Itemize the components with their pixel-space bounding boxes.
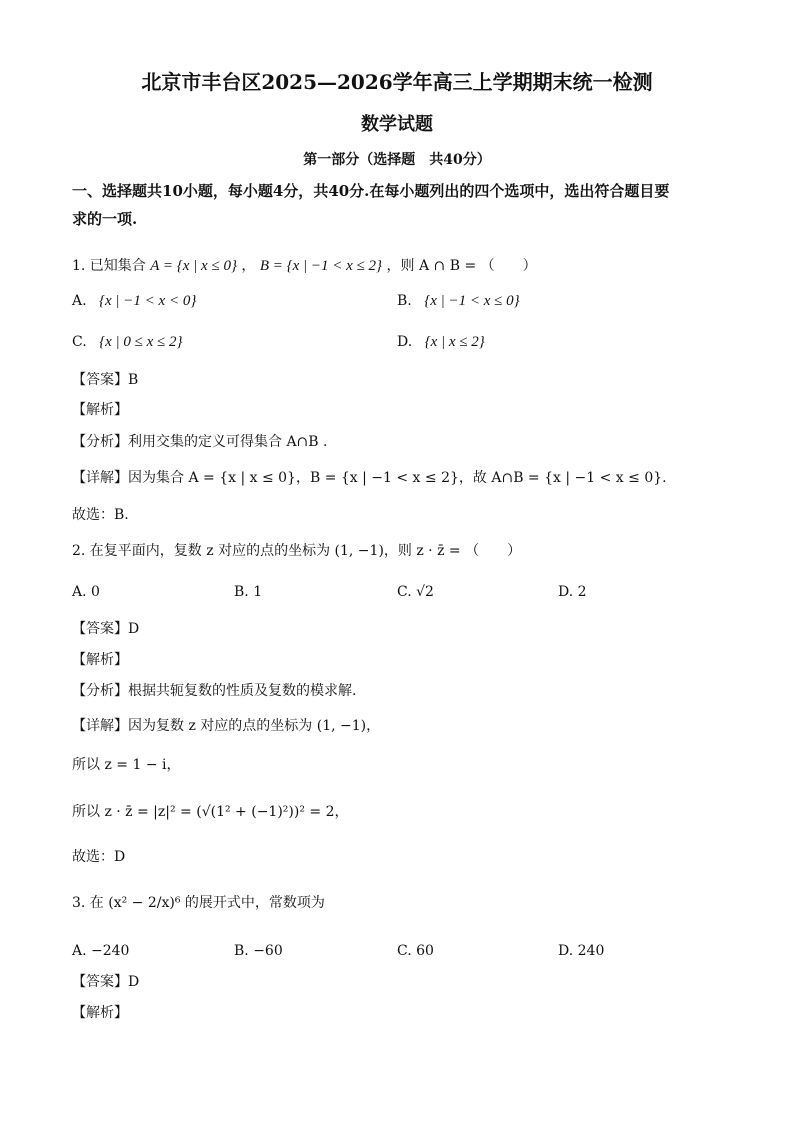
q1-stem-end: ，则 A ∩ B = （ ） [386, 258, 537, 274]
q2-analysis-heading: 【解析】 [72, 652, 128, 668]
q2-step-1: 所以 z = 1 − i， [72, 757, 181, 773]
q1-analysis-summary: 【分析】利用交集的定义可得集合 A∩B . [72, 434, 328, 450]
q2-option-b: B. 1 [234, 584, 263, 600]
q3-analysis-heading: 【解析】 [72, 1005, 128, 1021]
q1-answer: 【答案】B [72, 372, 139, 388]
q3-answer: 【答案】D [72, 974, 140, 990]
q1-option-d-label: D. [397, 334, 413, 350]
q2-choice: 故选：D [72, 849, 126, 865]
q2-detailed-solution: 【详解】因为复数 z 对应的点的坐标为 (1, −1)， [72, 718, 381, 734]
section-instruction-line2: 求的一项. [72, 210, 138, 228]
q2-option-d: D. 2 [558, 584, 587, 600]
q1-stem: 1. 已知集合 A = {x | x ≤ 0} ， B = {x | −1 < x ≤ 2} ，则 A ∩ B = （ ） [72, 258, 537, 274]
q2-option-a: A. 0 [72, 584, 100, 600]
q1-choice: 故选：B. [72, 507, 129, 523]
q3-option-d: D. 240 [558, 943, 605, 959]
q1-analysis-heading: 【解析】 [72, 402, 128, 418]
q1-detailed-solution: 【详解】因为集合 A = {x | x ≤ 0}，B = {x | −1 < x ≤ 2}，故 A∩B = {x | −1 < x ≤ 0}. [72, 470, 667, 486]
q1-option-a [72, 291, 196, 311]
q2-option-c: C. √2 [397, 584, 434, 600]
q1-option-b-label: B. [397, 293, 412, 309]
q2-analysis-summary: 【分析】根据共轭复数的性质及复数的模求解. [72, 683, 357, 699]
q3-stem: 3. 在 (x² − 2/x)⁶ 的展开式中，常数项为 [72, 895, 325, 911]
page-title: 北京市丰台区2025—2026学年高三上学期期末统一检测 [141, 70, 653, 94]
q1-option-c [72, 332, 183, 352]
q3-option-b: B. −60 [234, 943, 283, 959]
section-instruction-line1: 一、选择题共10小题，每小题4分，共40分.在每小题列出的四个选项中，选出符合题目要 [72, 182, 670, 200]
q1-set-a: A = {x | x ≤ 0} [150, 258, 237, 274]
q1-stem-text: 1. 已知集合 [72, 258, 146, 274]
q1-set-b: B = {x | −1 < x ≤ 2} [259, 258, 383, 274]
q1-option-d-value: {x | x ≤ 2} [424, 334, 485, 350]
q1-option-c-label: C. [72, 334, 87, 350]
q1-option-d [397, 332, 485, 352]
q2-step-2: 所以 z · z̄ = |z|² = (√(1² + (−1)²))² = 2， [72, 804, 349, 820]
part-heading: 第一部分（选择题 共40分） [303, 152, 491, 168]
q3-option-a: A. −240 [72, 943, 130, 959]
q1-option-b [397, 291, 520, 311]
q2-answer: 【答案】D [72, 621, 140, 637]
q3-option-c: C. 60 [397, 943, 434, 959]
q1-option-c-value: {x | 0 ≤ x ≤ 2} [99, 334, 183, 350]
q2-stem: 2. 在复平面内，复数 z 对应的点的坐标为 (1, −1)，则 z · z̄ = （ ） [72, 543, 522, 559]
q1-option-a-value: {x | −1 < x < 0} [99, 293, 197, 309]
q1-option-a-label: A. [72, 293, 87, 309]
page-subtitle: 数学试题 [361, 114, 433, 135]
q1-option-b-value: {x | −1 < x ≤ 0} [424, 293, 520, 309]
